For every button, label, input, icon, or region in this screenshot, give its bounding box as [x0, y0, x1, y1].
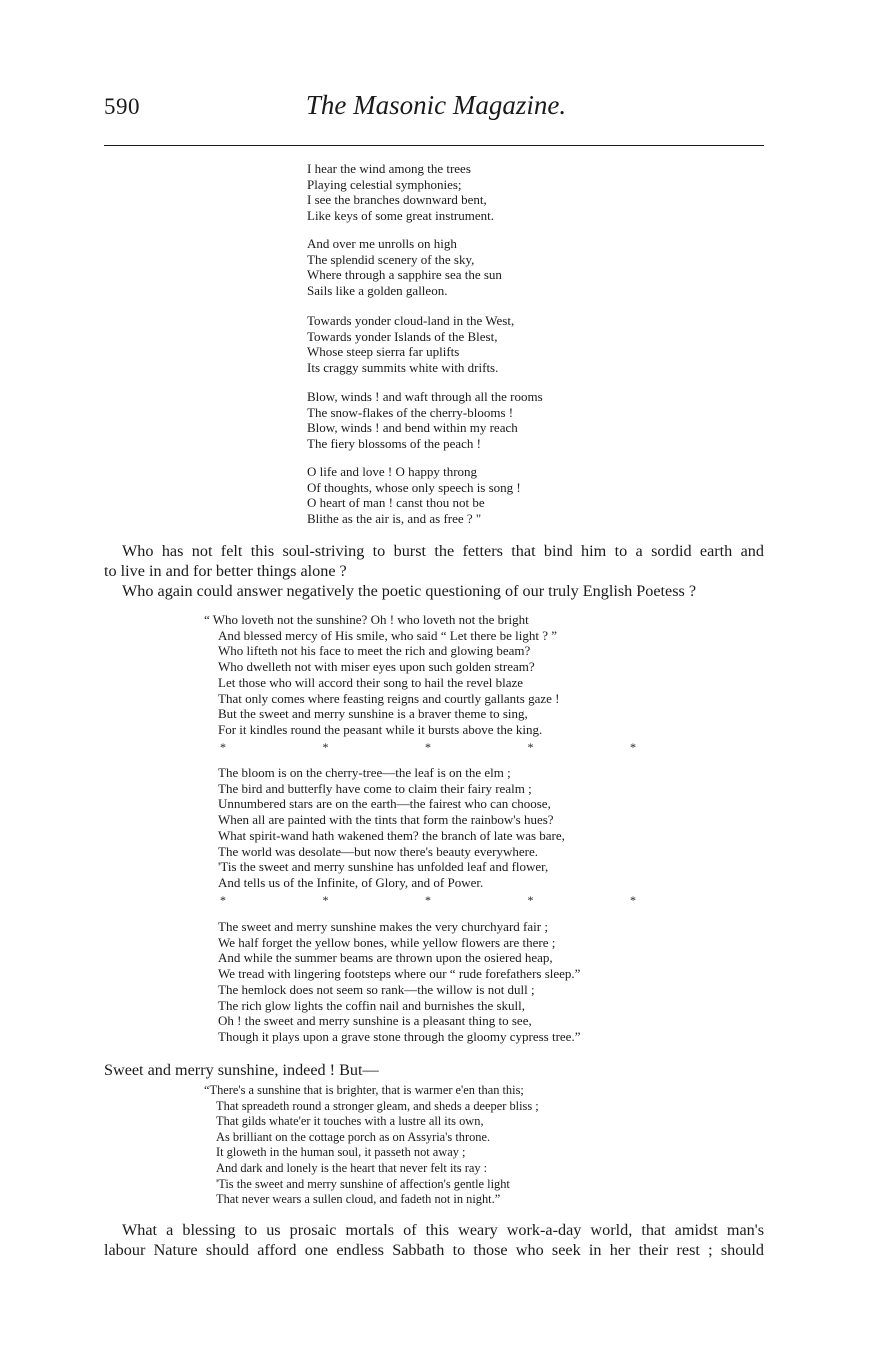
poem-two-stanza	[204, 765, 565, 891]
poem-line: When all are painted with the tints that form the rainbow's hues?	[218, 812, 554, 828]
poem-line: Blow, winds ! and waft through all the rooms	[307, 389, 543, 404]
poem-line: O heart of man ! canst thou not be	[307, 495, 485, 511]
poem-line: Blow, winds ! and bend within my reach	[307, 420, 518, 436]
poem-line: But the sweet and merry sunshine is a braver theme to sing,	[218, 706, 528, 722]
poem-line: I see the branches downward bent,	[307, 192, 487, 208]
poem-line: The snow-flakes of the cherry-blooms !	[307, 404, 514, 420]
poem-three-stanza	[204, 1083, 539, 1208]
poem-line: Its craggy summits white with drifts.	[307, 359, 499, 375]
poem-one-stanza	[307, 464, 521, 526]
poem-line: 'Tis the sweet and merry sunshine has unfolded leaf and flower,	[218, 859, 549, 875]
poem-line: We half forget the yellow bones, while yellow flowers are there ;	[218, 934, 556, 950]
page-number: 590	[104, 94, 140, 119]
poem-line: That only comes where feasting reigns and courtly gallants gaze !	[218, 690, 560, 706]
poem-one-stanza	[307, 389, 543, 451]
poem-line: Like keys of some great instrument.	[307, 207, 495, 223]
poem-line: As brilliant on the cottage porch as on Assyria's throne.	[216, 1129, 491, 1144]
prose-line: Who has not felt this soul-striving to burst the fetters that bind him to a sordid earth and	[122, 542, 764, 560]
poem-line: Playing celestial symphonies;	[307, 176, 462, 192]
asterism-separator	[220, 893, 636, 908]
poem-line: Blithe as the air is, and as free ? "	[307, 510, 482, 526]
poem-line: Whose steep sierra far uplifts	[307, 344, 460, 360]
prose-line: Sweet and merry sunshine, indeed ! But—	[104, 1061, 379, 1079]
poem-one-stanza	[307, 236, 502, 298]
poem-line: Who dwelleth not with miser eyes upon such golden stream?	[218, 659, 535, 675]
poem-line: And dark and lonely is the heart that never felt its ray :	[216, 1160, 488, 1175]
poem-line: I hear the wind among the trees	[307, 161, 471, 176]
separator-mark: *	[220, 893, 226, 907]
prose-line: to live in and for better things alone ?	[104, 562, 347, 580]
prose-paragraph	[104, 1220, 764, 1260]
poem-line: The bloom is on the cherry-tree—the leaf is on the elm ;	[218, 765, 511, 780]
poem-line: Towards yonder cloud-land in the West,	[307, 313, 515, 328]
header-rule	[104, 145, 764, 146]
poem-line: What spirit-wand hath wakened them? the branch of late was bare,	[218, 827, 565, 843]
poem-line: The fiery blossoms of the peach !	[307, 435, 482, 451]
separator-mark: *	[630, 893, 636, 907]
poem-line: Who lifteth not his face to meet the rich and glowing beam?	[218, 643, 531, 659]
poem-line: And blessed mercy of His smile, who said “ Let there be light ? ”	[218, 627, 557, 643]
separator-mark: *	[322, 893, 329, 907]
poem-line: Let those who will accord their song to hail the revel blaze	[218, 674, 524, 690]
separator-mark: *	[425, 893, 431, 907]
separator-mark: *	[527, 893, 534, 907]
separator-mark: *	[322, 740, 329, 754]
poem-line: For it kindles round the peasant while it bursts above the king.	[218, 721, 543, 737]
poem-line: Though it plays upon a grave stone through the gloomy cypress tree.”	[218, 1028, 581, 1044]
poem-line: The splendid scenery of the sky,	[307, 251, 475, 267]
running-title: The Masonic Magazine.	[305, 90, 567, 120]
poem-line: We tread with lingering footsteps where our “ rude forefathers sleep.”	[218, 966, 581, 982]
poem-one-stanza	[307, 161, 494, 223]
poem-two-stanza	[204, 612, 560, 738]
prose-line: labour Nature should afford one endless Sabbath to those who seek in her their rest ; should	[104, 1241, 764, 1259]
poem-line: “ Who loveth not the sunshine? Oh ! who loveth not the bright	[204, 612, 529, 627]
prose-line: Who again could answer negatively the poetic questioning of our truly English Poetess ?	[122, 582, 697, 600]
poem-line: Unnumbered stars are on the earth—the fairest who can choose,	[218, 796, 551, 812]
poem-line: Of thoughts, whose only speech is song !	[307, 479, 521, 495]
separator-mark: *	[527, 740, 534, 754]
poem-line: And tells us of the Infinite, of Glory, and of Power.	[218, 874, 484, 890]
poem-line: It gloweth in the human soul, it passeth not away ;	[216, 1145, 466, 1160]
prose-paragraph	[104, 541, 764, 601]
prose-paragraph	[104, 1060, 764, 1080]
poem-line: The bird and butterfly have come to claim their fairy realm ;	[218, 780, 532, 796]
poem-line: That spreadeth round a stronger gleam, and sheds a deeper bliss ;	[216, 1098, 539, 1113]
poem-line: Towards yonder Islands of the Blest,	[307, 328, 498, 344]
poem-line: The rich glow lights the coffin nail and burnishes the skull,	[218, 997, 526, 1013]
poem-line: And while the summer beams are thrown upon the osiered heap,	[218, 950, 553, 966]
poem-line: The hemlock does not seem so rank—the willow is not dull ;	[218, 981, 535, 997]
prose-line: What a blessing to us prosaic mortals of this weary work-a-day world, that amidst man's	[122, 1221, 764, 1239]
separator-mark: *	[630, 740, 636, 754]
asterism-separator	[220, 740, 636, 755]
poem-line: That never wears a sullen cloud, and fadeth not in night.”	[216, 1192, 501, 1207]
poem-line: The sweet and merry sunshine makes the very churchyard fair ;	[218, 919, 548, 934]
separator-mark: *	[220, 740, 226, 754]
poem-line: That gilds whate'er it touches with a lustre all its own,	[216, 1114, 484, 1129]
poem-line: Sails like a golden galleon.	[307, 282, 448, 298]
poem-line: Oh ! the sweet and merry sunshine is a pleasant thing to see,	[218, 1013, 532, 1029]
poem-line: O life and love ! O happy throng	[307, 464, 478, 479]
poem-two-stanza	[204, 919, 580, 1045]
poem-line: The world was desolate—but now there's beauty everywhere.	[218, 843, 539, 859]
poem-line: “There's a sunshine that is brighter, that is warmer e'en than this;	[204, 1083, 524, 1097]
poem-line: Where through a sapphire sea the sun	[307, 267, 502, 283]
poem-one-stanza	[307, 313, 514, 375]
poem-line: 'Tis the sweet and merry sunshine of affection's gentle light	[216, 1176, 510, 1191]
separator-mark: *	[425, 740, 431, 754]
poem-line: And over me unrolls on high	[307, 236, 457, 251]
